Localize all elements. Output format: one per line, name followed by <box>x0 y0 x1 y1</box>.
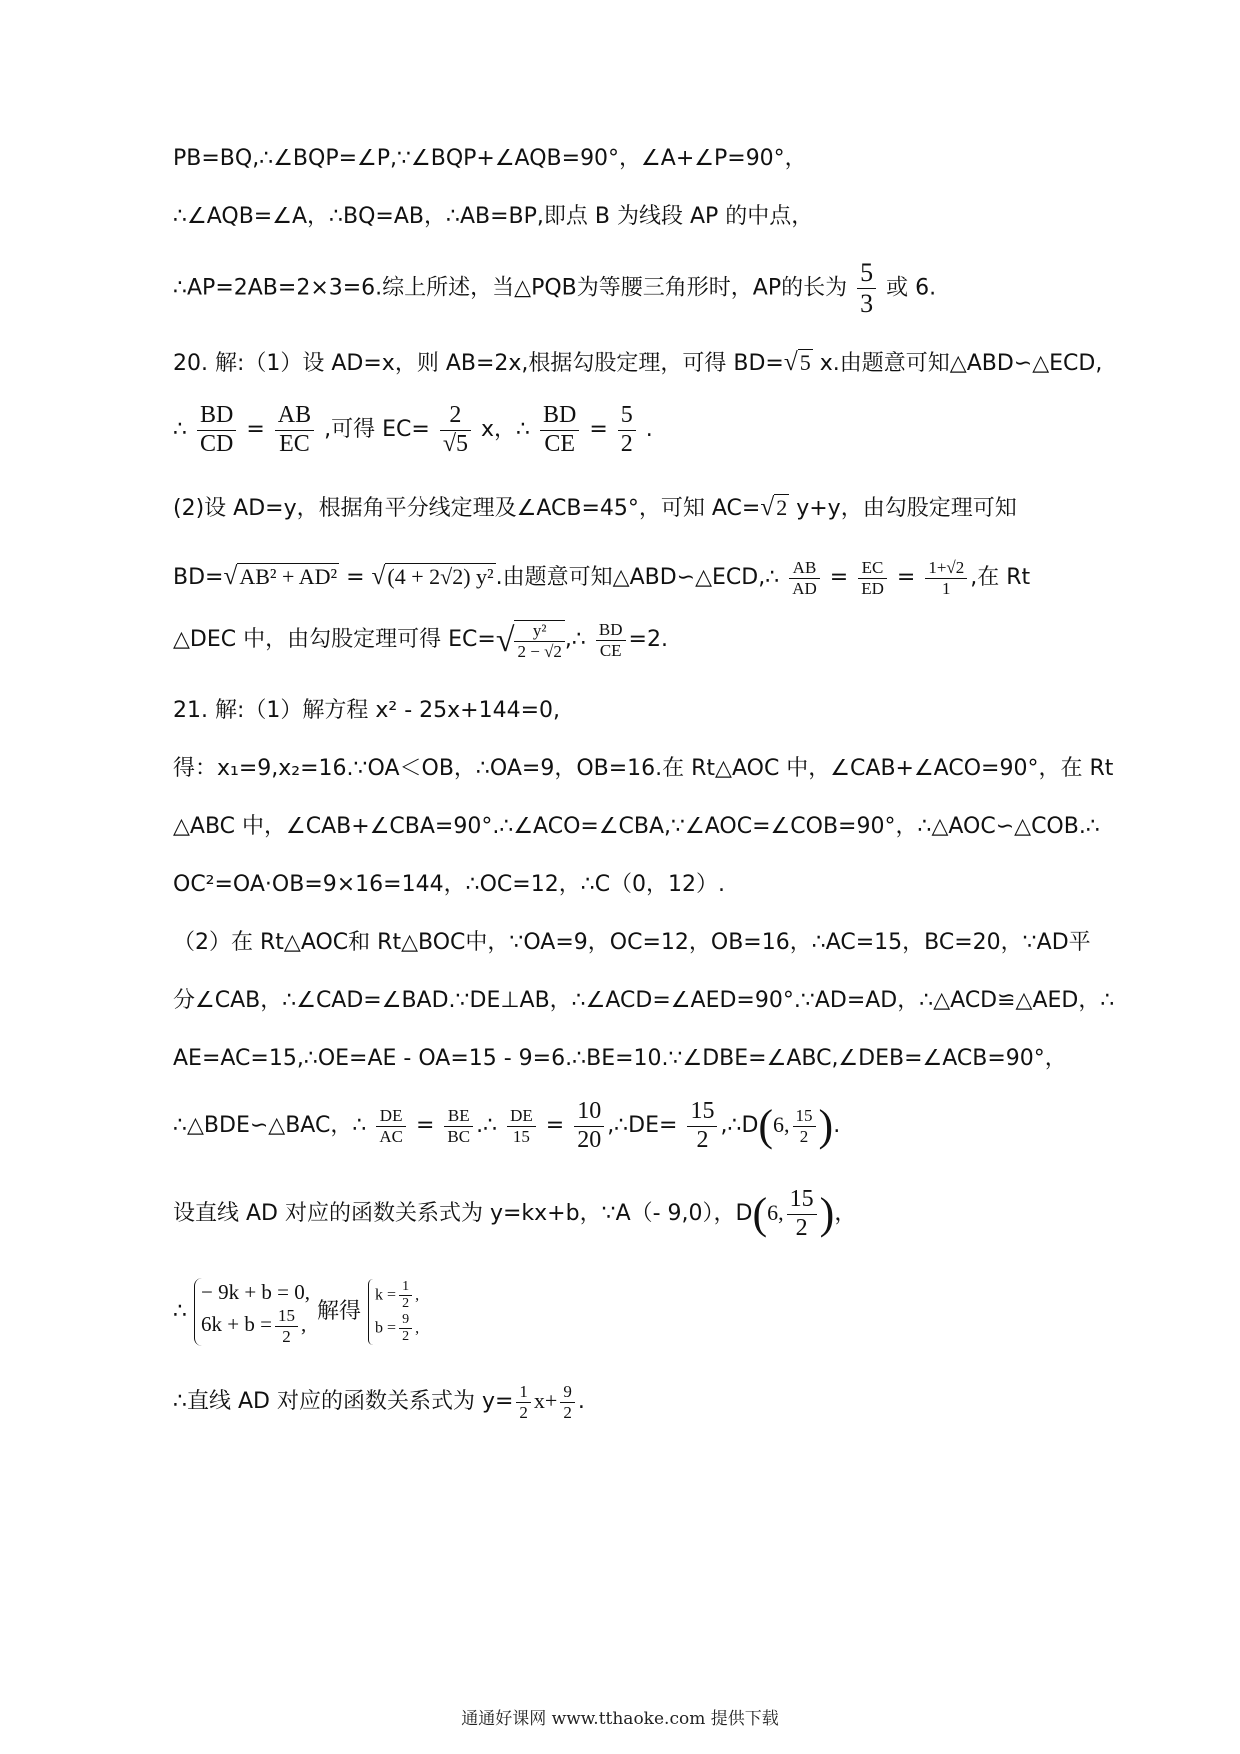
text-line-19 <box>173 1382 585 1422</box>
fraction-denominator: CE <box>544 430 576 457</box>
fraction-denominator: 2 <box>402 1296 410 1312</box>
text-line-16 <box>173 1098 840 1154</box>
fraction-15-2-coord <box>793 1106 816 1146</box>
text-line-6 <box>173 495 1017 520</box>
line-19-text-a: ∴直线 AD 对应的函数关系式为 y= <box>173 1389 514 1415</box>
fraction-1-2 <box>516 1382 531 1422</box>
fraction-2-sqrt5 <box>440 402 471 458</box>
sqrt-ab2-ad2: √AB² + AD² <box>223 562 338 591</box>
fraction-denominator: CD <box>200 430 234 457</box>
system-row-1: − 9k + b = 0, <box>201 1280 311 1304</box>
fraction-numerator: 10 <box>574 1098 604 1127</box>
equals-sign: = <box>589 417 608 443</box>
fraction-numerator: AB <box>275 402 314 431</box>
fraction-denominator: 1 <box>942 578 951 598</box>
sqrt-radicand: AB² + AD² <box>239 564 338 590</box>
fraction-denominator: 2 <box>519 1402 528 1422</box>
line-7-text-c: ,在 Rt <box>970 565 1031 591</box>
fraction-denominator: AC <box>379 1126 403 1146</box>
line-5-text-b: ,可得 EC= <box>324 417 430 443</box>
fraction-bd-ce <box>540 402 579 458</box>
line-5-text-c: x，∴ <box>480 417 531 443</box>
line-19-text-b: x+ <box>533 1388 558 1414</box>
text-line-12: OC²=OA·OB=9×16=144，∴OC=12，∴C（0，12）. <box>173 872 726 897</box>
fraction-denominator: AD <box>792 578 817 598</box>
fraction-numerator: BD <box>596 620 626 641</box>
fraction-denominator: ED <box>861 578 884 598</box>
line-3-text-b: 或 6. <box>886 275 937 301</box>
fraction-ab-ad <box>789 558 820 598</box>
line-16-text-c: ,∴DE= <box>607 1113 678 1139</box>
fraction-de-15 <box>507 1106 536 1146</box>
fraction-1-2 <box>399 1279 412 1312</box>
fraction-bd-ce <box>596 620 626 660</box>
line-17-text-a: 设直线 AD 对应的函数关系式为 y=kx+b，∵A（- 9,0），D <box>173 1201 753 1227</box>
sqrt-radicand: 5 <box>799 350 811 375</box>
solution-b-label: b = <box>375 1319 397 1337</box>
fraction-denominator: CE <box>599 640 622 660</box>
text-line-9: 21. 解:（1）解方程 x² - 25x+144=0, <box>173 698 561 723</box>
fraction-numerator: 2 <box>440 402 471 431</box>
equals-sign: = <box>346 565 365 591</box>
fraction-9-2 <box>560 1382 575 1422</box>
equation-system <box>194 1278 310 1346</box>
sqrt-radicand: 5 <box>455 430 468 457</box>
fraction-15-2 <box>687 1098 717 1154</box>
comma: , <box>415 1286 420 1304</box>
fraction-y2-over <box>514 620 564 661</box>
fraction-be-bc <box>444 1106 473 1146</box>
fraction-numerator: 5 <box>857 258 876 289</box>
fraction-denominator: 2 <box>696 1126 709 1153</box>
sqrt-2: √2 <box>760 493 788 521</box>
system-row-2-lhs: 6k + b = <box>201 1312 272 1337</box>
fraction-denominator: √5 <box>442 430 468 457</box>
equals-sign: = <box>415 1113 435 1139</box>
right-paren: ) <box>818 1101 834 1151</box>
fraction-denominator: EC <box>279 430 310 457</box>
text-line-14: 分∠CAB，∴∠CAD=∠BAD.∵DE⊥AB，∴∠ACD=∠AED=90°.∵AD=AD，∴△ACD≌△AED，∴ <box>173 988 1115 1013</box>
fraction-numerator: 1 <box>516 1382 531 1403</box>
sqrt-fraction: √ $\frac{\text{y²}}{2 - √2}$ <box>496 626 565 651</box>
line-7-text-a: BD= <box>173 565 224 591</box>
fraction-denominator: 2 <box>795 1214 808 1241</box>
therefore-symbol: ∴ <box>173 1299 187 1325</box>
equals-sign: = <box>545 1113 565 1139</box>
fraction-bd-cd <box>197 402 236 458</box>
fraction-numerator: 5 <box>618 402 636 431</box>
fraction-numerator: 9 <box>560 1382 575 1403</box>
text-line-10: 得：x₁=9,x₂=16.∵OA＜OB，∴OA=9，OB=16.在 Rt△AOC 中，∠CAB+∠ACO=90°，在 Rt <box>173 756 1114 781</box>
line-8-text-a: △DEC 中，由勾股定理可得 EC= <box>173 627 496 653</box>
fraction-denominator: 3 <box>860 288 874 318</box>
text-line-13: （2）在 Rt△AOC和 Rt△BOC中，∵OA=9，OC=12，OB=16，∴AC=15，BC=20，∵AD平 <box>173 930 1091 955</box>
sqrt-radicand: 2 <box>776 495 788 520</box>
text-line-11: △ABC 中，∠CAB+∠CBA=90°.∴∠ACO=∠CBA,∵∠AOC=∠COB=90°，∴△AOC∽△COB.∴ <box>173 814 1100 839</box>
fraction-denominator: 2 <box>620 430 633 457</box>
sqrt-expression: √(4 + 2√2) y² <box>371 562 494 591</box>
line-7-text-b: .由题意可知△ABD∽△ECD,∴ <box>495 565 780 591</box>
coordinate-x: 6, <box>767 1200 784 1226</box>
fraction-15-2-coord <box>787 1186 817 1242</box>
fraction-denominator: 20 <box>577 1126 602 1153</box>
fraction-numerator: 15 <box>787 1186 817 1215</box>
comma: , <box>415 1319 420 1337</box>
fraction-numerator: AB <box>789 558 820 579</box>
fraction-numerator: 9 <box>399 1312 412 1329</box>
fraction-denominator: 2 <box>799 1126 809 1146</box>
fraction-numerator: BD <box>197 402 236 431</box>
fraction-numerator: y² <box>514 621 564 642</box>
text-line-4 <box>173 350 1102 375</box>
fraction-numerator: 1 <box>399 1279 412 1296</box>
line-6-text-a: (2)设 AD=y，根据角平分线定理及∠ACB=45°，可知 AC= <box>173 496 761 521</box>
fraction-5-3 <box>857 258 876 319</box>
sqrt-radicand: (4 + 2√2) y² <box>387 564 494 590</box>
fraction-numerator: 15 <box>793 1106 816 1127</box>
fraction-5-2 <box>618 402 636 458</box>
line-16-text-b: .∴ <box>476 1113 498 1139</box>
fraction-numerator: DE <box>507 1106 536 1127</box>
fraction-numerator: 15 <box>275 1306 298 1327</box>
text-line-8 <box>173 620 668 662</box>
therefore-symbol: ∴ <box>173 417 187 443</box>
fraction-15-2 <box>275 1306 298 1346</box>
coordinate-x: 6, <box>773 1112 790 1138</box>
fraction-ec-ed <box>858 558 887 598</box>
equals-sign: = <box>829 565 849 591</box>
line-8-text-b: ,∴ <box>564 627 586 653</box>
solution-row-k <box>375 1279 419 1312</box>
text-line-18 <box>173 1278 419 1346</box>
text-line-17 <box>173 1186 856 1242</box>
solution-k-label: k = <box>375 1286 397 1304</box>
period: . <box>645 417 653 443</box>
fraction-denominator: BC <box>447 1126 471 1146</box>
solve-label: 解得 <box>317 1299 362 1325</box>
text-line-7 <box>173 558 1030 598</box>
solution-system <box>368 1279 419 1345</box>
system-row-2 <box>201 1306 310 1346</box>
text-line-3 <box>173 258 936 319</box>
fraction-9-2 <box>399 1312 412 1345</box>
fraction-numerator: EC <box>858 558 887 579</box>
fraction-numerator: 15 <box>687 1098 717 1127</box>
equals-sign: = <box>246 417 265 443</box>
fraction-denominator: 2 <box>282 1326 291 1346</box>
fraction-denominator: 2 − √2 <box>517 642 562 661</box>
fraction-denominator: 2 <box>563 1402 572 1422</box>
left-paren: ( <box>752 1189 768 1239</box>
comma: , <box>300 1312 307 1337</box>
period: . <box>833 1113 841 1139</box>
fraction-numerator: BD <box>540 402 579 431</box>
fraction-de-ac <box>376 1106 406 1146</box>
fraction-denominator: 15 <box>512 1126 530 1146</box>
line-4-text-b: x.由题意可知△ABD∽△ECD, <box>819 351 1103 376</box>
text-line-15: AE=AC=15,∴OE=AE - OA=15 - 9=6.∴BE=10.∵∠DBE=∠ABC,∠DEB=∠ACB=90°， <box>173 1046 1067 1071</box>
text-line-2: ∴∠AQB=∠A，∴BQ=AB，∴AB=BP,即点 B 为线段 AP 的中点， <box>173 204 814 229</box>
fraction-denominator: 2 <box>402 1329 410 1345</box>
fraction-ab-ec <box>275 402 314 458</box>
solution-row-b <box>375 1312 419 1345</box>
equals-sign: = <box>896 565 916 591</box>
period: . <box>577 1389 585 1415</box>
text-line-1: PB=BQ,∴∠BQP=∠P,∵∠BQP+∠AQB=90°，∠A+∠P=90°， <box>173 146 807 171</box>
line-3-text-a: ∴AP=2AB=2×3=6.综上所述，当△PQB为等腰三角形时，AP的长为 <box>173 275 848 301</box>
fraction-numerator: DE <box>376 1106 406 1127</box>
text-line-5 <box>173 402 653 458</box>
line-4-text-a: 20. 解:（1）设 AD=x，则 AB=2x,根据勾股定理，可得 BD= <box>173 351 784 376</box>
page-footer: 通通好课网 www.tthaoke.com 提供下载 <box>461 1709 779 1729</box>
line-16-text-a: ∴△BDE∽△BAC，∴ <box>173 1113 367 1139</box>
fraction-1-plus-sqrt2 <box>925 558 967 598</box>
fraction-numerator: BE <box>444 1106 473 1127</box>
right-paren: ) <box>819 1189 835 1239</box>
line-17-text-b: ， <box>834 1201 857 1227</box>
line-8-text-c: =2. <box>628 627 668 653</box>
left-paren: ( <box>758 1101 774 1151</box>
line-16-text-d: ,∴D <box>720 1113 759 1139</box>
fraction-numerator: 1+√2 <box>925 558 967 579</box>
sqrt-5: √5 <box>783 348 811 376</box>
line-6-text-b: y+y，由勾股定理可知 <box>796 496 1017 521</box>
fraction-10-20 <box>574 1098 604 1154</box>
